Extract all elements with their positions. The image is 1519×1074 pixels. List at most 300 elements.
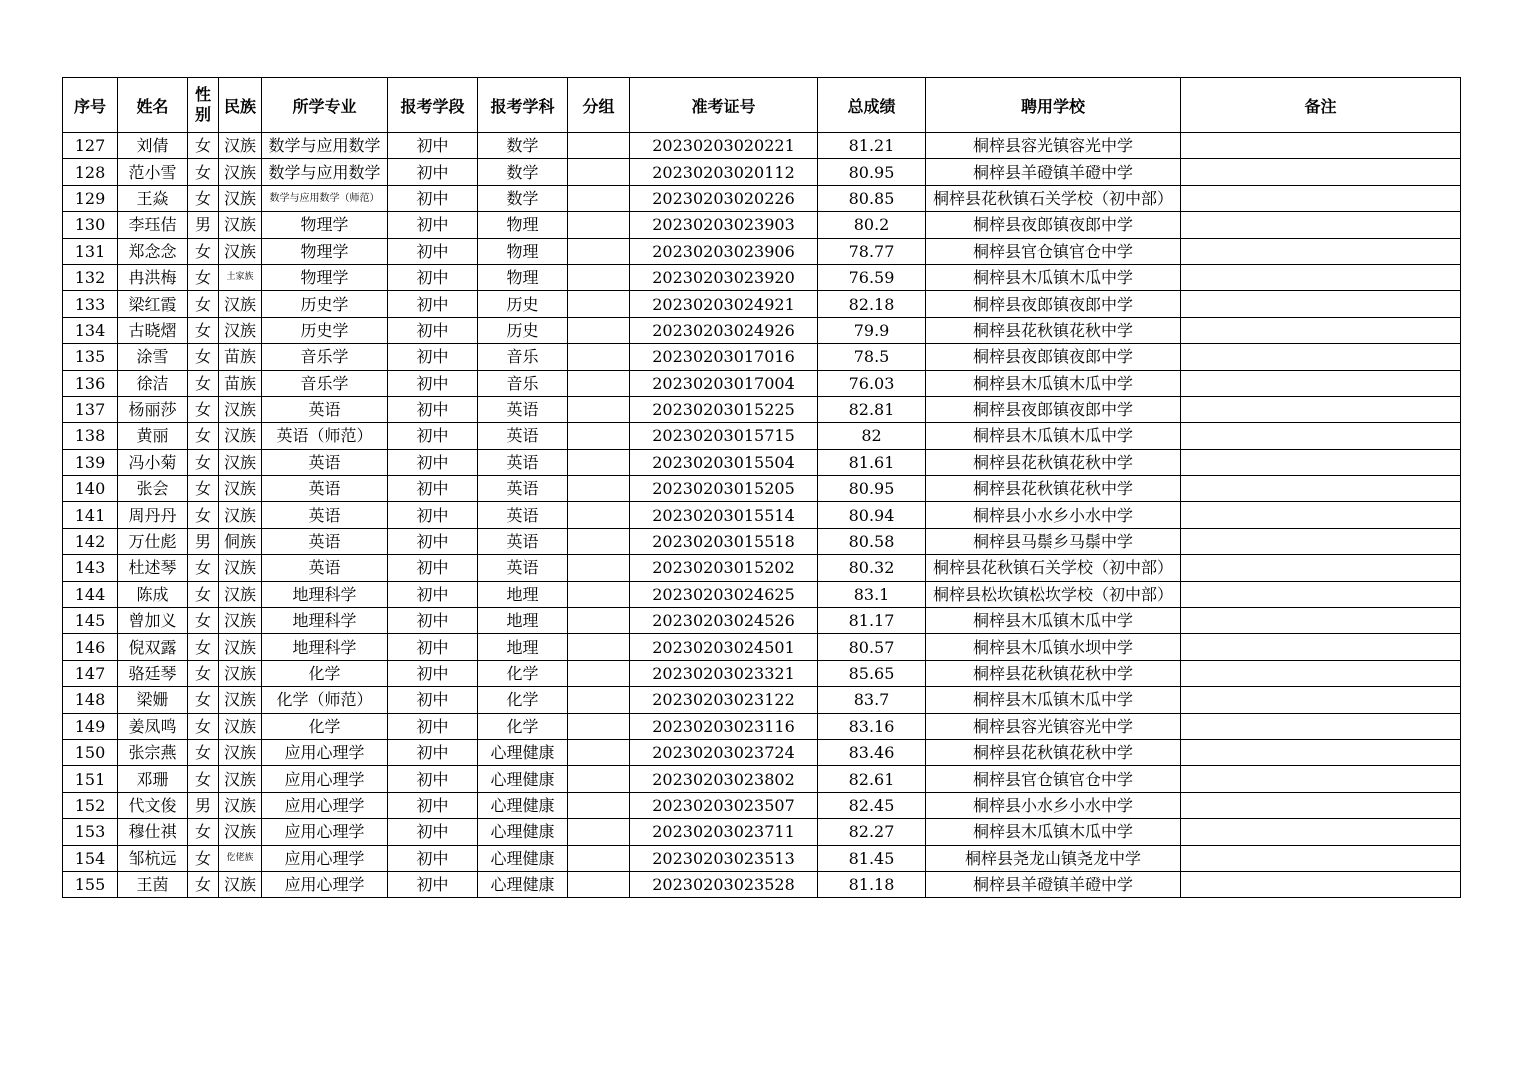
cell-gender: 女 [188, 845, 219, 871]
cell-major: 数学与应用数学（师范） [262, 185, 388, 211]
cell-major: 应用心理学 [262, 766, 388, 792]
header-stage: 报考学段 [388, 78, 478, 133]
cell-ethnicity: 汉族 [219, 291, 262, 317]
cell-name: 邹杭远 [118, 845, 188, 871]
cell-total-score: 80.57 [818, 634, 926, 660]
cell-group [568, 845, 630, 871]
cell-remarks [1181, 660, 1461, 686]
cell-ethnicity: 汉族 [219, 819, 262, 845]
cell-ethnicity: 汉族 [219, 792, 262, 818]
cell-ethnicity: 汉族 [219, 238, 262, 264]
cell-index: 155 [63, 871, 118, 897]
cell-total-score: 81.61 [818, 449, 926, 475]
header-row [63, 78, 1461, 133]
cell-stage: 初中 [388, 476, 478, 502]
cell-subject: 英语 [478, 502, 568, 528]
cell-stage: 初中 [388, 423, 478, 449]
cell-name: 代文俊 [118, 792, 188, 818]
cell-exam-id: 20230203023711 [630, 819, 818, 845]
cell-stage: 初中 [388, 766, 478, 792]
cell-ethnicity: 汉族 [219, 739, 262, 765]
cell-total-score: 82 [818, 423, 926, 449]
cell-name: 邓珊 [118, 766, 188, 792]
cell-name: 杜述琴 [118, 555, 188, 581]
cell-index: 133 [63, 291, 118, 317]
cell-subject: 物理 [478, 238, 568, 264]
cell-subject: 地理 [478, 634, 568, 660]
cell-total-score: 76.59 [818, 264, 926, 290]
cell-exam-id: 20230203020112 [630, 159, 818, 185]
header-gender: 性别 [188, 78, 219, 133]
cell-major: 物理学 [262, 238, 388, 264]
cell-group [568, 739, 630, 765]
cell-stage: 初中 [388, 528, 478, 554]
cell-major: 物理学 [262, 264, 388, 290]
cell-major: 地理科学 [262, 634, 388, 660]
cell-school: 桐梓县花秋镇花秋中学 [926, 739, 1181, 765]
cell-school: 桐梓县容光镇容光中学 [926, 133, 1181, 159]
cell-school: 桐梓县花秋镇花秋中学 [926, 660, 1181, 686]
cell-group [568, 317, 630, 343]
table-row [63, 687, 1461, 713]
cell-major: 历史学 [262, 291, 388, 317]
cell-gender: 女 [188, 344, 219, 370]
cell-ethnicity: 汉族 [219, 502, 262, 528]
cell-gender: 女 [188, 502, 219, 528]
cell-remarks [1181, 212, 1461, 238]
cell-subject: 英语 [478, 449, 568, 475]
cell-index: 148 [63, 687, 118, 713]
header-ethnicity: 民族 [219, 78, 262, 133]
cell-remarks [1181, 159, 1461, 185]
cell-group [568, 660, 630, 686]
cell-index: 147 [63, 660, 118, 686]
cell-total-score: 83.1 [818, 581, 926, 607]
cell-remarks [1181, 423, 1461, 449]
cell-stage: 初中 [388, 739, 478, 765]
cell-ethnicity: 汉族 [219, 581, 262, 607]
cell-stage: 初中 [388, 185, 478, 211]
cell-total-score: 82.81 [818, 396, 926, 422]
cell-name: 曾加义 [118, 608, 188, 634]
cell-name: 梁红霞 [118, 291, 188, 317]
cell-name: 张会 [118, 476, 188, 502]
cell-total-score: 83.16 [818, 713, 926, 739]
cell-school: 桐梓县木瓜镇木瓜中学 [926, 608, 1181, 634]
cell-ethnicity: 苗族 [219, 344, 262, 370]
cell-group [568, 476, 630, 502]
cell-major: 应用心理学 [262, 871, 388, 897]
cell-name: 涂雪 [118, 344, 188, 370]
cell-school: 桐梓县马鬃乡马鬃中学 [926, 528, 1181, 554]
table-row [63, 792, 1461, 818]
cell-gender: 女 [188, 291, 219, 317]
header-exam-id: 准考证号 [630, 78, 818, 133]
cell-exam-id: 20230203015518 [630, 528, 818, 554]
cell-subject: 历史 [478, 317, 568, 343]
cell-remarks [1181, 634, 1461, 660]
cell-gender: 男 [188, 792, 219, 818]
cell-major: 化学 [262, 713, 388, 739]
cell-school: 桐梓县木瓜镇木瓜中学 [926, 264, 1181, 290]
cell-subject: 心理健康 [478, 845, 568, 871]
cell-name: 骆廷琴 [118, 660, 188, 686]
header-major: 所学专业 [262, 78, 388, 133]
cell-stage: 初中 [388, 792, 478, 818]
cell-group [568, 344, 630, 370]
cell-group [568, 819, 630, 845]
cell-name: 刘倩 [118, 133, 188, 159]
cell-index: 128 [63, 159, 118, 185]
cell-gender: 女 [188, 476, 219, 502]
cell-index: 143 [63, 555, 118, 581]
cell-remarks [1181, 845, 1461, 871]
table-row [63, 555, 1461, 581]
cell-school: 桐梓县木瓜镇水坝中学 [926, 634, 1181, 660]
cell-stage: 初中 [388, 159, 478, 185]
cell-gender: 女 [188, 370, 219, 396]
cell-subject: 化学 [478, 713, 568, 739]
cell-school: 桐梓县木瓜镇木瓜中学 [926, 819, 1181, 845]
cell-exam-id: 20230203024501 [630, 634, 818, 660]
cell-name: 倪双露 [118, 634, 188, 660]
cell-name: 张宗燕 [118, 739, 188, 765]
cell-subject: 化学 [478, 660, 568, 686]
cell-ethnicity: 苗族 [219, 370, 262, 396]
cell-total-score: 80.85 [818, 185, 926, 211]
cell-ethnicity: 汉族 [219, 608, 262, 634]
cell-major: 英语 [262, 476, 388, 502]
cell-exam-id: 20230203024921 [630, 291, 818, 317]
cell-stage: 初中 [388, 634, 478, 660]
cell-group [568, 634, 630, 660]
cell-exam-id: 20230203020221 [630, 133, 818, 159]
cell-exam-id: 20230203023528 [630, 871, 818, 897]
cell-school: 桐梓县官仓镇官仓中学 [926, 238, 1181, 264]
header-remarks: 备注 [1181, 78, 1461, 133]
cell-major: 应用心理学 [262, 739, 388, 765]
cell-remarks [1181, 396, 1461, 422]
cell-ethnicity: 汉族 [219, 713, 262, 739]
table-row [63, 660, 1461, 686]
cell-gender: 女 [188, 185, 219, 211]
cell-subject: 数学 [478, 185, 568, 211]
cell-total-score: 82.27 [818, 819, 926, 845]
cell-remarks [1181, 291, 1461, 317]
cell-exam-id: 20230203023116 [630, 713, 818, 739]
cell-subject: 英语 [478, 555, 568, 581]
cell-remarks [1181, 449, 1461, 475]
cell-remarks [1181, 528, 1461, 554]
cell-major: 应用心理学 [262, 792, 388, 818]
cell-stage: 初中 [388, 212, 478, 238]
cell-exam-id: 20230203024526 [630, 608, 818, 634]
cell-remarks [1181, 819, 1461, 845]
cell-group [568, 423, 630, 449]
cell-ethnicity: 汉族 [219, 555, 262, 581]
cell-total-score: 81.18 [818, 871, 926, 897]
cell-subject: 地理 [478, 608, 568, 634]
table-row [63, 212, 1461, 238]
cell-school: 桐梓县木瓜镇木瓜中学 [926, 687, 1181, 713]
cell-ethnicity: 侗族 [219, 528, 262, 554]
cell-ethnicity: 汉族 [219, 660, 262, 686]
cell-exam-id: 20230203023906 [630, 238, 818, 264]
cell-subject: 英语 [478, 476, 568, 502]
cell-subject: 物理 [478, 264, 568, 290]
cell-remarks [1181, 476, 1461, 502]
cell-exam-id: 20230203023513 [630, 845, 818, 871]
cell-exam-id: 20230203023122 [630, 687, 818, 713]
cell-index: 132 [63, 264, 118, 290]
cell-group [568, 871, 630, 897]
table-row [63, 291, 1461, 317]
cell-group [568, 528, 630, 554]
cell-ethnicity: 汉族 [219, 871, 262, 897]
cell-name: 王茵 [118, 871, 188, 897]
cell-subject: 化学 [478, 687, 568, 713]
cell-ethnicity: 汉族 [219, 766, 262, 792]
cell-exam-id: 20230203015202 [630, 555, 818, 581]
cell-remarks [1181, 370, 1461, 396]
cell-total-score: 80.32 [818, 555, 926, 581]
cell-group [568, 555, 630, 581]
cell-exam-id: 20230203023321 [630, 660, 818, 686]
cell-gender: 女 [188, 739, 219, 765]
cell-major: 应用心理学 [262, 845, 388, 871]
cell-group [568, 185, 630, 211]
cell-ethnicity: 汉族 [219, 476, 262, 502]
cell-stage: 初中 [388, 555, 478, 581]
cell-total-score: 80.95 [818, 476, 926, 502]
cell-gender: 女 [188, 713, 219, 739]
cell-subject: 物理 [478, 212, 568, 238]
cell-remarks [1181, 133, 1461, 159]
table-row [63, 581, 1461, 607]
cell-school: 桐梓县木瓜镇木瓜中学 [926, 423, 1181, 449]
table-row [63, 423, 1461, 449]
cell-gender: 女 [188, 238, 219, 264]
table-row [63, 396, 1461, 422]
cell-name: 姜凤鸣 [118, 713, 188, 739]
cell-name: 陈成 [118, 581, 188, 607]
cell-group [568, 370, 630, 396]
cell-index: 139 [63, 449, 118, 475]
cell-group [568, 291, 630, 317]
cell-group [568, 264, 630, 290]
cell-remarks [1181, 502, 1461, 528]
table-row [63, 449, 1461, 475]
cell-exam-id: 20230203015715 [630, 423, 818, 449]
cell-subject: 英语 [478, 423, 568, 449]
cell-major: 化学（师范） [262, 687, 388, 713]
cell-name: 李珏佶 [118, 212, 188, 238]
cell-school: 桐梓县夜郎镇夜郎中学 [926, 212, 1181, 238]
cell-school: 桐梓县官仓镇官仓中学 [926, 766, 1181, 792]
table-row [63, 766, 1461, 792]
cell-stage: 初中 [388, 133, 478, 159]
cell-major: 物理学 [262, 212, 388, 238]
table-row [63, 133, 1461, 159]
cell-index: 127 [63, 133, 118, 159]
cell-stage: 初中 [388, 871, 478, 897]
cell-group [568, 396, 630, 422]
cell-index: 137 [63, 396, 118, 422]
cell-ethnicity: 汉族 [219, 185, 262, 211]
cell-subject: 心理健康 [478, 871, 568, 897]
cell-name: 黄丽 [118, 423, 188, 449]
cell-total-score: 78.5 [818, 344, 926, 370]
cell-ethnicity: 汉族 [219, 396, 262, 422]
cell-gender: 女 [188, 396, 219, 422]
cell-group [568, 581, 630, 607]
table-row [63, 528, 1461, 554]
cell-index: 152 [63, 792, 118, 818]
cell-subject: 心理健康 [478, 739, 568, 765]
cell-major: 数学与应用数学 [262, 133, 388, 159]
cell-index: 146 [63, 634, 118, 660]
cell-gender: 女 [188, 766, 219, 792]
cell-ethnicity: 汉族 [219, 423, 262, 449]
cell-subject: 英语 [478, 528, 568, 554]
cell-major: 地理科学 [262, 608, 388, 634]
cell-school: 桐梓县花秋镇石关学校（初中部） [926, 555, 1181, 581]
cell-major: 历史学 [262, 317, 388, 343]
cell-remarks [1181, 713, 1461, 739]
header-subject: 报考学科 [478, 78, 568, 133]
cell-subject: 心理健康 [478, 819, 568, 845]
cell-stage: 初中 [388, 344, 478, 370]
table-row [63, 502, 1461, 528]
cell-gender: 男 [188, 212, 219, 238]
cell-group [568, 238, 630, 264]
cell-group [568, 713, 630, 739]
table-row [63, 871, 1461, 897]
cell-exam-id: 20230203015514 [630, 502, 818, 528]
cell-index: 141 [63, 502, 118, 528]
cell-total-score: 82.18 [818, 291, 926, 317]
cell-school: 桐梓县容光镇容光中学 [926, 713, 1181, 739]
cell-stage: 初中 [388, 291, 478, 317]
cell-index: 136 [63, 370, 118, 396]
cell-group [568, 792, 630, 818]
cell-remarks [1181, 739, 1461, 765]
cell-index: 153 [63, 819, 118, 845]
cell-major: 地理科学 [262, 581, 388, 607]
cell-gender: 男 [188, 528, 219, 554]
cell-total-score: 76.03 [818, 370, 926, 396]
cell-total-score: 80.58 [818, 528, 926, 554]
cell-major: 音乐学 [262, 370, 388, 396]
cell-stage: 初中 [388, 845, 478, 871]
cell-stage: 初中 [388, 608, 478, 634]
table-row [63, 476, 1461, 502]
cell-index: 145 [63, 608, 118, 634]
cell-gender: 女 [188, 634, 219, 660]
cell-total-score: 83.7 [818, 687, 926, 713]
cell-school: 桐梓县花秋镇石关学校（初中部） [926, 185, 1181, 211]
cell-school: 桐梓县小水乡小水中学 [926, 502, 1181, 528]
cell-subject: 音乐 [478, 370, 568, 396]
table-row [63, 159, 1461, 185]
cell-exam-id: 20230203023802 [630, 766, 818, 792]
cell-total-score: 82.45 [818, 792, 926, 818]
cell-gender: 女 [188, 423, 219, 449]
cell-major: 英语 [262, 555, 388, 581]
cell-index: 130 [63, 212, 118, 238]
cell-ethnicity: 汉族 [219, 159, 262, 185]
cell-remarks [1181, 238, 1461, 264]
cell-subject: 音乐 [478, 344, 568, 370]
cell-exam-id: 20230203023507 [630, 792, 818, 818]
cell-subject: 地理 [478, 581, 568, 607]
table-row [63, 739, 1461, 765]
cell-major: 英语 [262, 528, 388, 554]
cell-exam-id: 20230203023903 [630, 212, 818, 238]
cell-total-score: 81.17 [818, 608, 926, 634]
cell-total-score: 81.21 [818, 133, 926, 159]
table-row [63, 634, 1461, 660]
cell-major: 英语（师范） [262, 423, 388, 449]
cell-remarks [1181, 687, 1461, 713]
header-total-score: 总成绩 [818, 78, 926, 133]
cell-school: 桐梓县花秋镇花秋中学 [926, 317, 1181, 343]
cell-ethnicity: 汉族 [219, 449, 262, 475]
table-row [63, 344, 1461, 370]
table-row [63, 608, 1461, 634]
table-row [63, 819, 1461, 845]
cell-major: 音乐学 [262, 344, 388, 370]
cell-remarks [1181, 555, 1461, 581]
cell-name: 冯小菊 [118, 449, 188, 475]
cell-exam-id: 20230203015205 [630, 476, 818, 502]
cell-exam-id: 20230203024625 [630, 581, 818, 607]
cell-group [568, 608, 630, 634]
cell-subject: 数学 [478, 133, 568, 159]
cell-index: 129 [63, 185, 118, 211]
cell-remarks [1181, 766, 1461, 792]
cell-total-score: 80.2 [818, 212, 926, 238]
cell-stage: 初中 [388, 238, 478, 264]
cell-gender: 女 [188, 581, 219, 607]
cell-ethnicity: 汉族 [219, 634, 262, 660]
cell-index: 135 [63, 344, 118, 370]
cell-exam-id: 20230203017004 [630, 370, 818, 396]
cell-exam-id: 20230203017016 [630, 344, 818, 370]
cell-ethnicity: 汉族 [219, 687, 262, 713]
cell-group [568, 766, 630, 792]
cell-name: 万仕彪 [118, 528, 188, 554]
cell-total-score: 83.46 [818, 739, 926, 765]
cell-major: 英语 [262, 396, 388, 422]
cell-index: 134 [63, 317, 118, 343]
cell-school: 桐梓县松坎镇松坎学校（初中部） [926, 581, 1181, 607]
header-group: 分组 [568, 78, 630, 133]
cell-gender: 女 [188, 133, 219, 159]
cell-total-score: 78.77 [818, 238, 926, 264]
cell-stage: 初中 [388, 713, 478, 739]
cell-index: 142 [63, 528, 118, 554]
cell-gender: 女 [188, 871, 219, 897]
table-row [63, 317, 1461, 343]
cell-index: 138 [63, 423, 118, 449]
cell-stage: 初中 [388, 317, 478, 343]
cell-name: 古晓熠 [118, 317, 188, 343]
cell-index: 149 [63, 713, 118, 739]
table-row [63, 370, 1461, 396]
cell-total-score: 85.65 [818, 660, 926, 686]
cell-name: 杨丽莎 [118, 396, 188, 422]
